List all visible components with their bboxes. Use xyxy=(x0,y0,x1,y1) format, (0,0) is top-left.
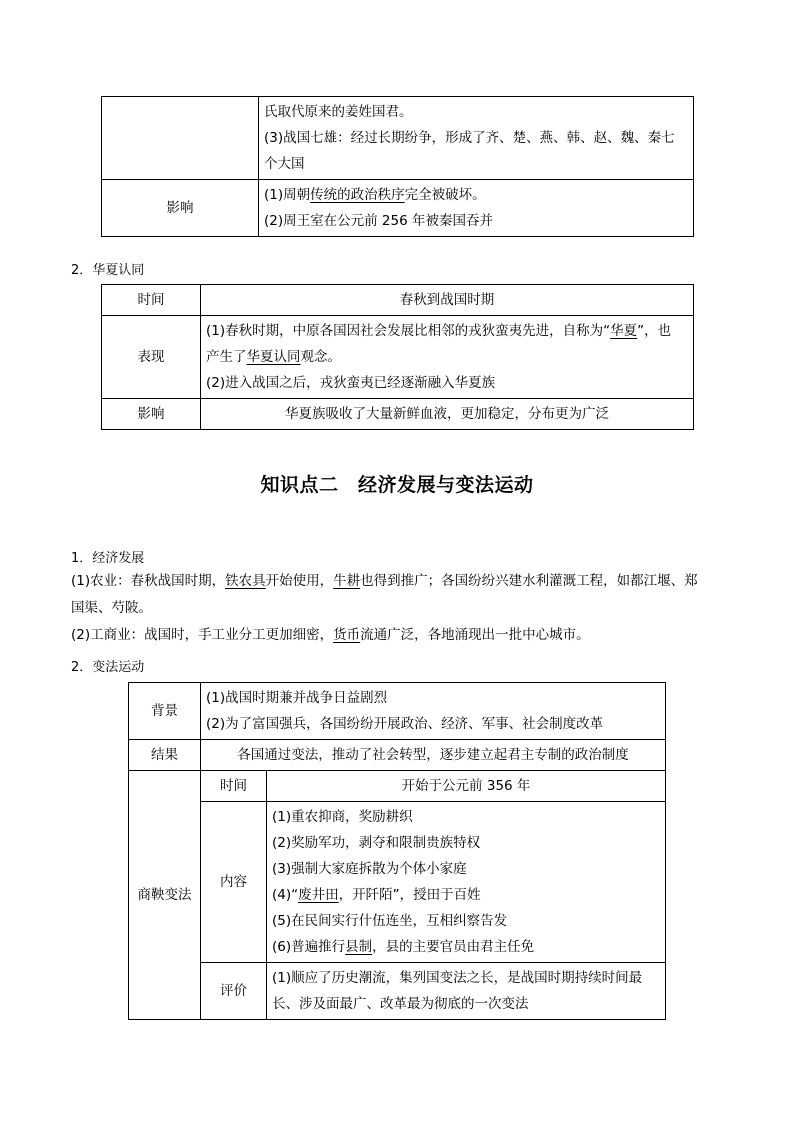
content-line-2: (2)奖励军功，剥夺和限制贵族特权 xyxy=(272,835,481,851)
time-value: 春秋到战国时期 xyxy=(201,285,694,316)
states-line-2: (3)战国七雄：经过长期纷争，形成了齐、楚、燕、韩、赵、魏、秦七 xyxy=(264,130,675,146)
bg-line-2: (2)为了富国强兵，各国纷纷开展政治、经济、军事、社会制度改革 xyxy=(206,716,604,732)
show-line-1: (1)春秋时期，中原各国因社会发展比相邻的戎狄蛮夷先进，自称为“华夏”，也 xyxy=(206,323,672,339)
section-heading-reform: 2．变法运动 xyxy=(71,660,145,675)
knowledge-title: 知识点二 经济发展与变法运动 xyxy=(260,474,534,496)
impact-label: 影响 xyxy=(102,399,201,430)
table-row xyxy=(102,97,694,180)
bg-cell xyxy=(201,683,666,740)
shang-label: 商鞅变法 xyxy=(129,771,201,1020)
table-row xyxy=(129,802,666,963)
agri-paragraph-cont: 国渠、芍陂。 xyxy=(71,600,152,616)
impact-label: 影响 xyxy=(102,180,259,237)
content-line-1: (1)重农抑商，奖励耕织 xyxy=(272,809,413,825)
impact-value: 华夏族吸收了大量新鲜血液，更加稳定，分布更为广泛 xyxy=(201,399,694,430)
table-row xyxy=(129,683,666,740)
section-heading-economy: 1．经济发展 xyxy=(71,551,145,566)
table-huaxia xyxy=(101,284,694,430)
table-row xyxy=(102,316,694,399)
time-label: 时间 xyxy=(201,771,267,802)
content-cell xyxy=(267,802,666,963)
eval-line-2: 长、涉及面最广、改革最为彻底的一次变法 xyxy=(272,996,529,1012)
content-line-4: (4)“废井田，开阡陌”，授田于百姓 xyxy=(272,887,481,903)
empty-cell xyxy=(102,97,259,180)
eval-label: 评价 xyxy=(201,963,267,1020)
table-row xyxy=(102,399,694,430)
table-row xyxy=(102,285,694,316)
impact-cell xyxy=(259,180,694,237)
table-row xyxy=(129,740,666,771)
show-line-2: 产生了华夏认同观念。 xyxy=(206,349,341,365)
show-cell xyxy=(201,316,694,399)
states-line-1: 氏取代原来的姜姓国君。 xyxy=(264,104,413,120)
table-states xyxy=(101,96,694,237)
states-line-3: 个大国 xyxy=(264,156,305,172)
economy-body xyxy=(71,568,731,649)
result-label: 结果 xyxy=(129,740,201,771)
content-line-3: (3)强制大家庭拆散为个体小家庭 xyxy=(272,861,467,877)
eval-cell xyxy=(267,963,666,1020)
impact-line-2: (2)周王室在公元前 256 年被秦国吞并 xyxy=(264,213,493,229)
show-label: 表现 xyxy=(102,316,201,399)
content-label: 内容 xyxy=(201,802,267,963)
table-row xyxy=(129,963,666,1020)
states-cell xyxy=(259,97,694,180)
content-line-6: (6)普遍推行县制，县的主要官员由君主任免 xyxy=(272,939,535,955)
show-line-3: (2)进入战国之后，戎狄蛮夷已经逐渐融入华夏族 xyxy=(206,375,496,391)
eval-line-1: (1)顺应了历史潮流，集列国变法之长，是战国时期持续时间最 xyxy=(272,970,643,986)
table-row xyxy=(129,771,666,802)
table-row xyxy=(102,180,694,237)
section-heading-huaxia: 2．华夏认同 xyxy=(71,263,145,278)
impact-line-1: (1)周朝传统的政治秩序完全被破坏。 xyxy=(264,187,486,203)
time-value: 开始于公元前 356 年 xyxy=(267,771,666,802)
agri-paragraph: (1)农业：春秋战国时期，铁农具开始使用，牛耕也得到推广；各国纷纷兴建水利灌溉工程，如都江堰、郑 xyxy=(71,573,698,589)
table-reform xyxy=(128,682,666,1020)
bg-line-1: (1)战国时期兼并战争日益剧烈 xyxy=(206,690,388,706)
content-line-5: (5)在民间实行什伍连坐，互相纠察告发 xyxy=(272,913,508,929)
time-label: 时间 xyxy=(102,285,201,316)
bg-label: 背景 xyxy=(129,683,201,740)
industry-paragraph: (2)工商业：战国时，手工业分工更加细密，货币流通广泛，各地涌现出一批中心城市。 xyxy=(71,627,590,643)
result-value: 各国通过变法，推动了社会转型，逐步建立起君主专制的政治制度 xyxy=(201,740,666,771)
